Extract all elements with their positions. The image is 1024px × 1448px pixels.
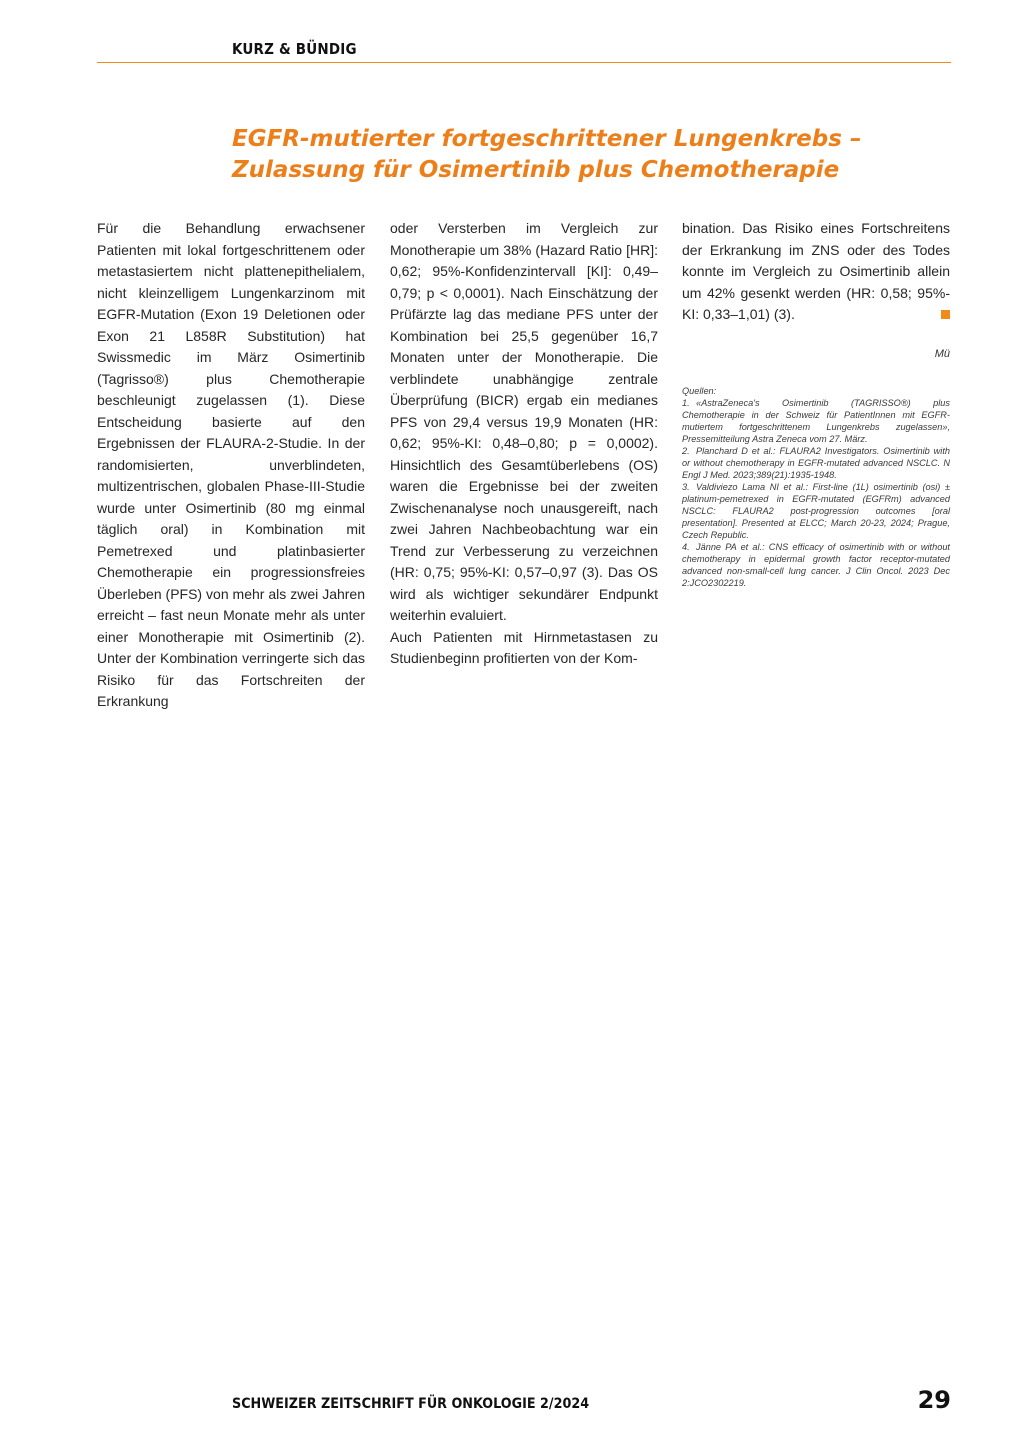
body-paragraph [682,218,950,326]
source-text: Jänne PA et al.: CNS efficacy of osimertinib with or without chemotherapy in epidermal growth factor receptor-mutated advanced non-small-cell lung cancer. J Clin Oncol. 2023 Dec 2:JCO2302219. [682,542,950,588]
source-item [682,481,950,541]
source-number: 3. [682,482,690,492]
author-initials: Mü [934,347,950,360]
title-line-2: Zulassung für Osimertinib plus Chemotherapie [232,157,840,183]
article-title [232,124,952,186]
body-text: bination. Das Risiko eines Fortschreitens der Erkrankung im ZNS oder des Todes konnte im Vergleich zu Osimertinib allein um 42% gesenkt werden (HR: 0,58; 95%-KI: 0,33–1,01) (3). [682,220,950,322]
source-text: Planchard D et al.: FLAURA2 Investigators. Osimertinib with or without chemotherapy in EGFR-mutated advanced NSCLC. N Engl J Med. 2023;389(21):1935-1948. [682,446,950,480]
end-of-article-mark [941,310,950,319]
body-paragraph: Auch Patienten mit Hirnmetastasen zu Studienbeginn profitierten von der Kom- [390,628,658,666]
source-text: Valdiviezo Lama NI et al.: First-line (1L) osimertinib (osi) ± platinum-pemetrexed in EGFR-mutated (EGFRm) advanced NSCLC: FLAURA2 post-progression outcomes [oral presentation]. Presented at ELCC; March 20-23, 2024; Prague, Czech Republic. [682,482,950,540]
body-paragraph: Für die Behandlung erwachsener Patienten mit lokal fortgeschrittenem oder metastasiertem nicht plattenepithelialem, nicht kleinzelligem Lungenkarzinom mit EGFR-Mutation (Exon 19 Deletionen oder Exon 21 L858R Substitution) hat Swissmedic im März Osimertinib (Tagrisso®) plus Chemotherapie beschleunigt zugelassen (1). Diese Entscheidung basierte auf den Ergebnissen der FLAURA-2-Studie. In der randomisierten, unverblindeten, multizentrischen, globalen Phase-III-Studie wurde unter Osimertinib (80 mg einmal täglich oral) in Kombination mit Pemetrexed und platinbasierter Chemotherapie ein progressionsfreies Überleben (PFS) von mehr als zwei Jahren erreicht – fast neun Monate mehr als unter einer Monotherapie mit Osimertinib (2). Unter der Kombination verringerte sich das Risiko für das Fortschreiten der Erkrankung [97,220,365,709]
source-item [682,541,950,589]
footer-journal-name: SCHWEIZER ZEITSCHRIFT FÜR ONKOLOGIE 2/2024 [232,1396,590,1412]
sources-title: Quellen: [682,386,717,396]
section-label: KURZ & BÜNDIG [232,40,357,58]
page-number: 29 [917,1386,951,1414]
source-item [682,397,950,445]
body-paragraph: oder Versterben im Vergleich zur Monotherapie um 38% (Hazard Ratio [HR]: 0,62; 95%-Konfidenzintervall [KI]: 0,49–0,79; p < 0,0001). Nach Einschätzung der Prüfärzte lag das mediane PFS unter der Kombination bei 25,5 gegenüber 16,7 Monaten unter der Monotherapie. Die verblindete unabhängige zentrale Überprüfung (BICR) ergab ein medianes PFS von 29,4 versus 19,9 Monaten (HR: 0,62; 95%-KI: 0,48–0,80; p = 0,0002). Hinsichtlich des Gesamtüberlebens (OS) waren die Ergebnisse bei der zweiten Zwischenanalyse noch unausgereift, nach zwei Jahren Nachbeobachtung war ein Trend zur Verbesserung zu verzeichnen (HR: 0,75; 95%-KI: 0,57–0,97 (3). Das OS wird als wichtiger sekundärer Endpunkt weiterhin evaluiert. [390,220,658,623]
header-divider [97,62,951,63]
sources-list [682,385,950,589]
text-column-2 [390,218,658,670]
source-number: 4. [682,542,690,552]
source-text: «AstraZeneca's Osimertinib (TAGRISSO®) plus Chemotherapie in der Schweiz für PatientInnen mit EGFR-mutiertem fortgeschrittenem Lungenkrebs zugelassen», Pressemitteilung Astra Zeneca vom 27. März. [682,398,950,444]
source-number: 2. [682,446,690,456]
text-column-1 [97,218,365,713]
source-item [682,445,950,481]
text-column-3 [682,218,950,589]
title-line-1: EGFR-mutierter fortgeschrittener Lungenkrebs – [232,126,862,152]
source-number: 1. [682,398,690,408]
